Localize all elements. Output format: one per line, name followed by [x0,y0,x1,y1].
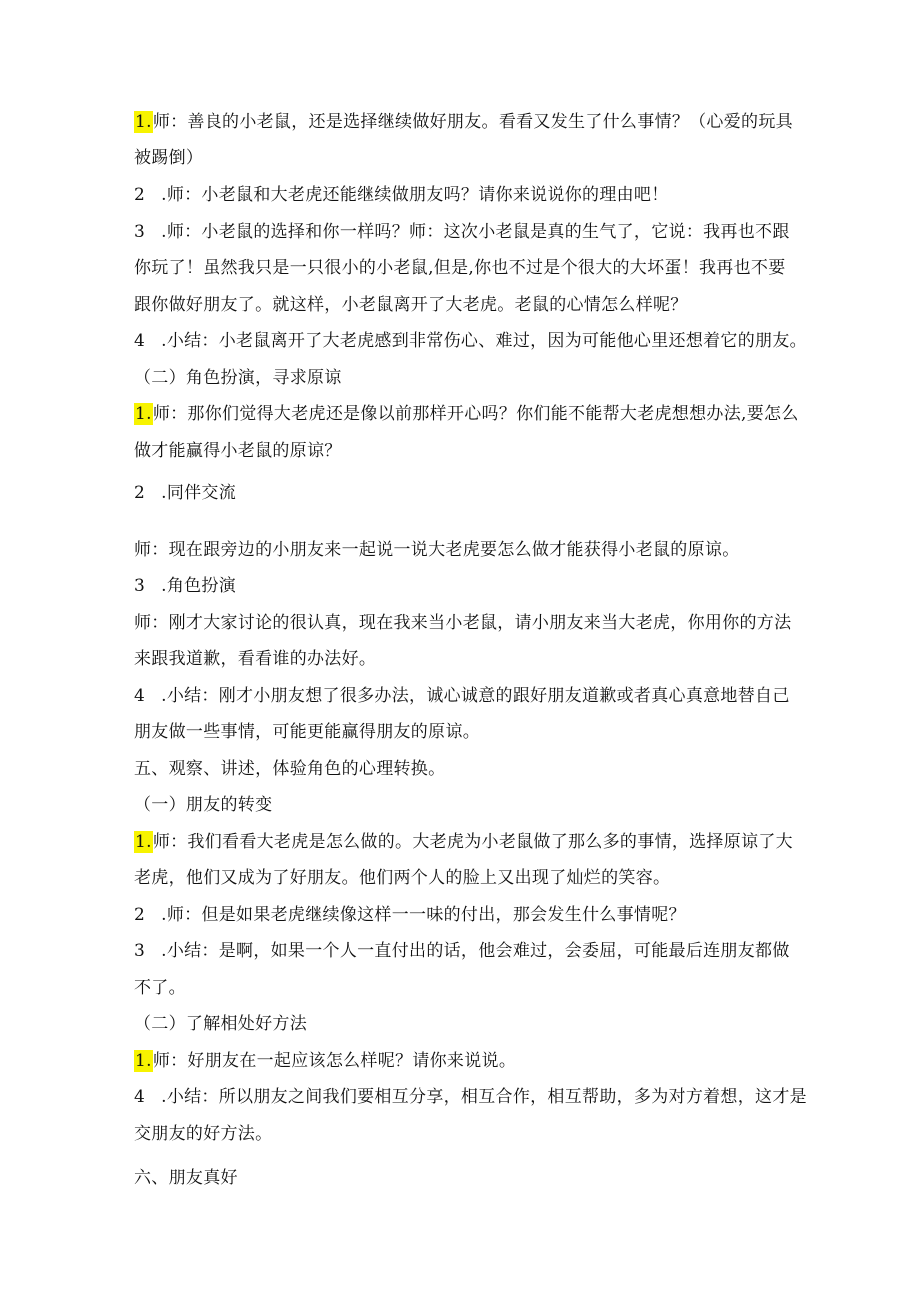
paragraph-line [134,721,480,743]
paragraph-line [134,257,786,279]
paragraph-line [134,904,686,926]
line-text: 师：刚才大家讨论的很认真，现在我来当小老鼠，请小朋友来当大老虎，你用你的方法 [134,613,792,633]
line-text: 被踢倒） [134,148,204,168]
list-number: 2 [134,905,146,925]
section-heading [134,367,342,389]
line-text: .小结：刚才小朋友想了很多办法，诚心诚意的跟好朋友道歉或者真心真意地替自己 [161,686,790,706]
line-text: （一）朋友的转变 [134,795,273,815]
line-text: .小结：小老鼠离开了大老虎感到非常伤心、难过，因为可能他心里还想着它的朋友。 [161,331,807,351]
list-number: 4 [134,331,146,351]
line-text: 不了。 [134,978,186,998]
list-number: 1. [135,404,152,424]
paragraph-line [134,184,669,206]
paragraph-line [134,831,793,853]
paragraph-line [134,685,790,707]
line-text: .小结：是啊，如果一个人一直付出的话，他会难过，会委屈，可能最后连朋友都做 [161,941,790,961]
list-number: 1. [135,1051,152,1071]
paragraph-line [134,1123,272,1145]
paragraph-line [134,867,670,889]
paragraph-line [134,940,790,962]
line-text: 你玩了！虽然我只是一只很小的小老鼠,但是,你也不过是个很大的大坏蛋！我再也不要 [134,258,786,278]
line-text: .师：小老鼠的选择和你一样吗？师：这次小老鼠是真的生气了，它说：我再也不跟 [161,222,790,242]
line-text: 六、朋友真好 [134,1168,238,1188]
line-text: .同伴交流 [161,483,237,503]
list-number: 2 [134,483,146,503]
paragraph-line [134,1086,807,1108]
paragraph-line [134,111,793,133]
line-text: .角色扮演 [161,576,237,596]
line-text: 老虎，他们又成为了好朋友。他们两个人的脸上又出现了灿烂的笑容。 [134,868,671,888]
list-number: 2 [134,185,146,205]
line-text: 来跟我道歉，看看谁的办法好。 [134,649,377,669]
paragraph-line [134,482,236,504]
line-text: 师：那你们觉得大老虎还是像以前那样开心吗？你们能不能帮大老虎想想办法,要怎么 [152,404,799,424]
list-number: 1. [135,832,152,852]
line-text: .师：但是如果老虎继续像这样一一味的付出，那会发生什么事情呢？ [161,905,686,925]
line-text: 做才能赢得小老鼠的原谅？ [134,441,342,461]
line-text: 朋友做一些事情，可能更能赢得朋友的原谅。 [134,722,480,742]
line-text: .小结：所以朋友之间我们要相互分享，相互合作，相互帮助，多为对方着想，这才是 [161,1087,807,1107]
line-text: .师：小老鼠和大老虎还能继续做朋友吗？请你来说说你的理由吧！ [161,185,669,205]
line-text: （二）角色扮演，寻求原谅 [134,368,342,388]
line-text: 师：我们看看大老虎是怎么做的。大老虎为小老鼠做了那么多的事情，选择原谅了大 [152,832,793,852]
list-number: 3 [134,222,146,242]
paragraph-line [134,1050,516,1072]
list-number: 4 [134,1087,146,1107]
section-heading [134,1167,238,1189]
paragraph-line [134,612,791,634]
section-heading [134,758,445,780]
paragraph-line [134,221,790,243]
line-text: 跟你做好朋友了。就这样，小老鼠离开了大老虎。老鼠的心情怎么样呢？ [134,295,688,315]
paragraph-line [134,575,236,597]
paragraph-line [134,294,688,316]
paragraph-line [134,330,807,352]
line-text: 师：现在跟旁边的小朋友来一起说一说大老虎要怎么做才能获得小老鼠的原谅。 [134,540,740,560]
paragraph-line [134,147,203,169]
paragraph-line [134,539,740,561]
line-text: 交朋友的好方法。 [134,1124,273,1144]
line-text: （二）了解相处好方法 [134,1014,307,1034]
paragraph-line [134,403,799,425]
paragraph-line [134,977,186,999]
list-number: 3 [134,576,146,596]
paragraph-line [134,648,376,670]
section-heading [134,1013,307,1035]
list-number: 4 [134,686,146,706]
line-text: 五、观察、讲述，体验角色的心理转换。 [134,759,446,779]
list-number: 3 [134,941,146,961]
line-text: 师：好朋友在一起应该怎么样呢？请你来说说。 [152,1051,517,1071]
list-number: 1. [135,112,152,132]
section-heading [134,794,272,816]
paragraph-line [134,440,342,462]
line-text: 师：善良的小老鼠，还是选择继续做好朋友。看看又发生了什么事情？（心爱的玩具 [152,112,793,132]
